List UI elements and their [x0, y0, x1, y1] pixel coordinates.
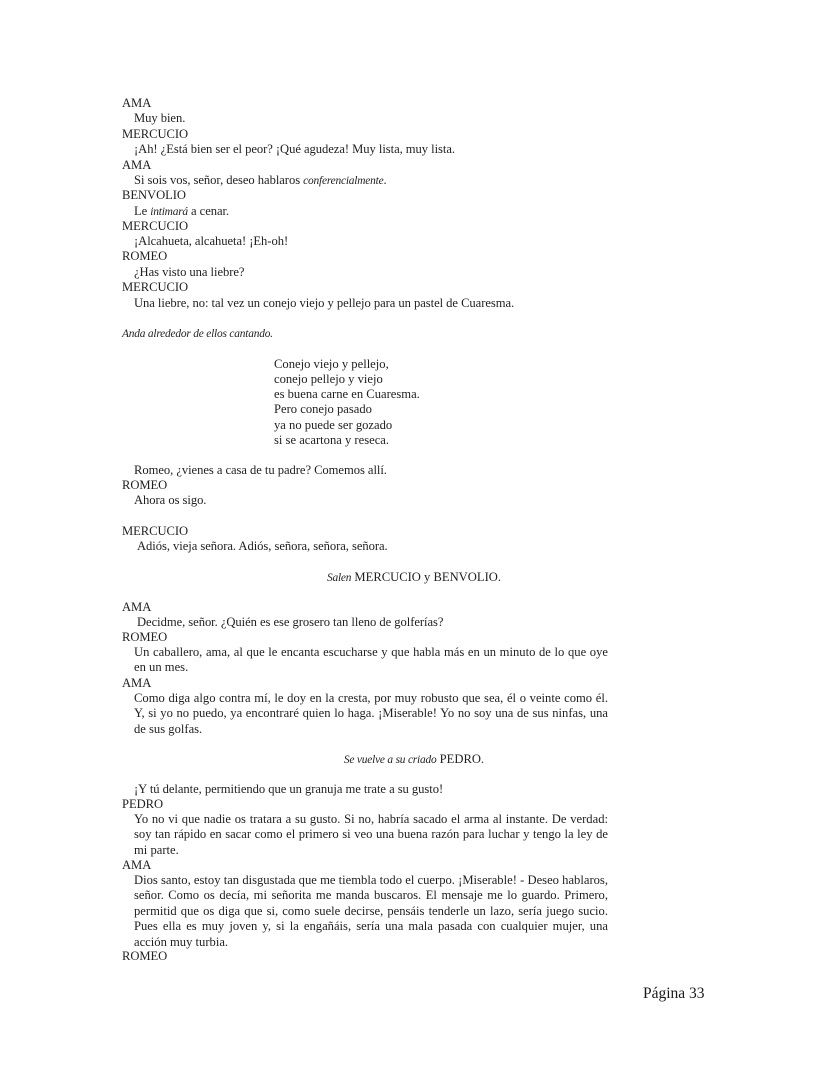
speaker-name: ROMEO [122, 630, 168, 644]
speaker-name: AMA [122, 158, 152, 172]
dialogue-paragraph: Dios santo, estoy tan disgustada que me tiembla todo el cuerpo. ¡Miserable! - Deseo hablaros, señor. Como os decía, mi señorita me manda buscaros. El mensaje me lo guardo. Primero, permitid que os diga que si, como suele decirse, pensáis tenderle un lazo, sería juego sucio. Pues ella es muy joven y, si la engañáis, sería una mala pasada con cualquier mujer, una acción muy turbia. [134, 873, 608, 949]
dialogue-line: Ahora os sigo. [134, 493, 207, 507]
dialogue-line: ¿Has visto una liebre? [134, 265, 245, 279]
verse-line: ya no puede ser gozado [274, 418, 393, 432]
verse-line: Pero conejo pasado [274, 402, 372, 416]
speaker-name: ROMEO [122, 249, 168, 263]
dialogue-paragraph: Un caballero, ama, al que le encanta escucharse y que habla más en un minuto de lo que oye en un mes. [134, 645, 608, 675]
speaker-name: PEDRO [122, 797, 164, 811]
speaker-name: AMA [122, 96, 152, 110]
direction-text: MERCUCIO y BENVOLIO. [351, 570, 502, 584]
dialogue-paragraph: Como diga algo contra mí, le doy en la cresta, por muy robusto que sea, él o veinte como él. Y, si yo no puedo, ya encontraré quien lo haga. ¡Miserable! Yo no soy una de sus ninfas, una de sus golfas. [134, 691, 608, 736]
stage-direction: Anda alrededor de ellos cantando. [122, 328, 273, 340]
stage-direction-exit [0, 570, 828, 586]
italic-word: intimará [150, 206, 188, 218]
speaker-name: ROMEO [122, 949, 168, 963]
direction-text: PEDRO. [436, 752, 485, 766]
dialogue-paragraph: Yo no vi que nadie os tratara a su gusto. Si no, habría sacado el arma al instante. De verdad: soy tan rápido en sacar como el primero si veo una buena razón para luchar y tengo la ley de mi parte. [134, 812, 608, 857]
stage-direction-turn [0, 752, 828, 768]
speaker-name: MERCUCIO [122, 219, 189, 233]
verse-line: si se acartona y reseca. [274, 433, 390, 447]
dialogue-line: Una liebre, no: tal vez un conejo viejo y pellejo para un pastel de Cuaresma. [134, 296, 515, 310]
dialogue-line: ¡Y tú delante, permitiendo que un granuja me trate a su gusto! [134, 782, 444, 796]
dialogue-text: a cenar. [187, 204, 230, 218]
speaker-name: MERCUCIO [122, 280, 189, 294]
dialogue-text: Le [134, 204, 151, 218]
speaker-name: MERCUCIO [122, 127, 189, 141]
dialogue-text: Si sois vos, señor, deseo hablaros [134, 173, 304, 187]
italic-word: Salen [326, 572, 352, 584]
dialogue-text: . [383, 173, 387, 187]
speaker-name: AMA [122, 676, 152, 690]
dialogue-line: Decidme, señor. ¿Quién es ese grosero tan lleno de golferías? [137, 615, 444, 629]
verse-line: es buena carne en Cuaresma. [274, 387, 420, 401]
dialogue-line: ¡Ah! ¿Está bien ser el peor? ¡Qué agudeza! Muy lista, muy lista. [134, 142, 455, 156]
dialogue-line: Adiós, vieja señora. Adiós, señora, señora, señora. [137, 539, 388, 553]
verse-line: conejo pellejo y viejo [274, 372, 383, 386]
dialogue-line [134, 173, 387, 189]
speaker-name: ROMEO [122, 478, 168, 492]
speaker-name: AMA [122, 600, 152, 614]
dialogue-line [134, 204, 229, 220]
dialogue-line: Muy bien. [134, 111, 186, 125]
italic-word: Se vuelve a su criado [343, 754, 437, 766]
page-number: Página 33 [643, 985, 705, 1002]
dialogue-line: ¡Alcahueta, alcahueta! ¡Eh-oh! [134, 234, 289, 248]
italic-word: conferencialmente [303, 175, 384, 187]
speaker-name: AMA [122, 858, 152, 872]
speaker-name: BENVOLIO [122, 188, 186, 202]
speaker-name: MERCUCIO [122, 524, 189, 538]
dialogue-line: Romeo, ¿vienes a casa de tu padre? Comemos allí. [134, 463, 387, 477]
verse-line: Conejo viejo y pellejo, [274, 357, 389, 371]
